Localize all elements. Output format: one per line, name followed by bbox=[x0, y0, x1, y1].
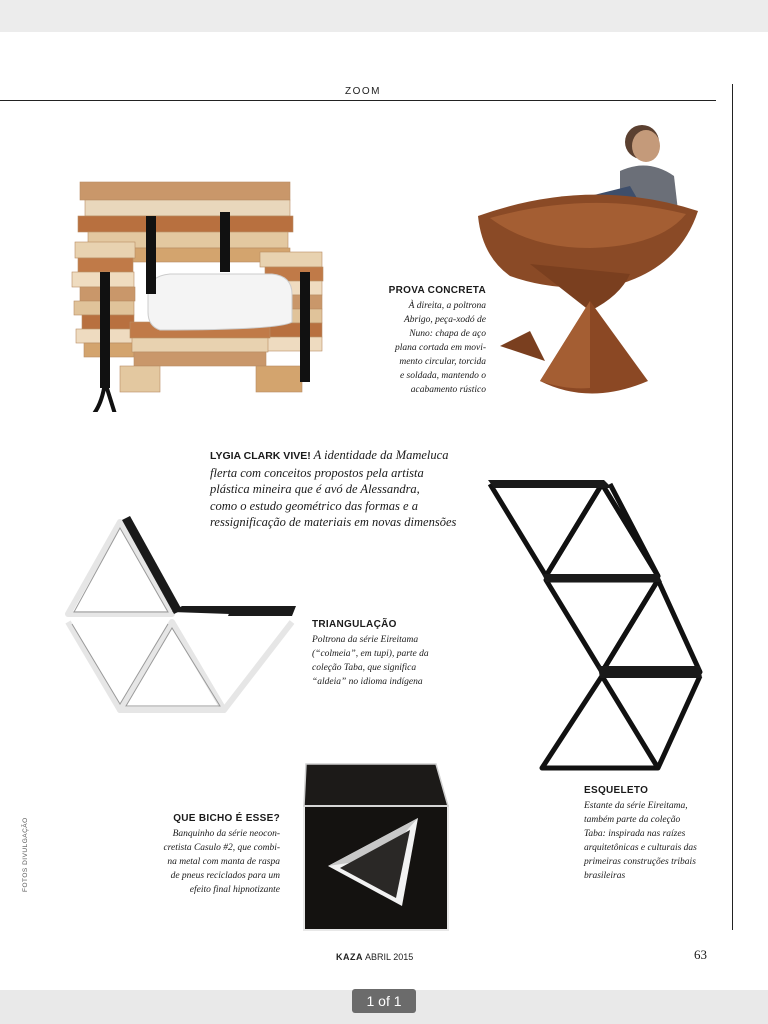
caption-que-bicho bbox=[150, 812, 280, 897]
caption-title: ESQUELETO bbox=[584, 785, 649, 796]
lead-line: plástica mineira que é avó de Alessandra, bbox=[210, 482, 420, 496]
cube-stool-photo bbox=[298, 760, 450, 934]
caption-line: Poltrona da série Eireitama bbox=[312, 635, 419, 645]
photo-credit: FOTOS DIVULGAÇÃO bbox=[22, 817, 29, 892]
caption-line: Taba: inspirada nas raízes bbox=[584, 829, 686, 839]
caption-line: cretista Casulo #2, que combi- bbox=[163, 843, 280, 853]
triangle-armchair-photo bbox=[60, 514, 305, 719]
footer-magazine bbox=[336, 952, 413, 962]
rusty-steel-chair-photo bbox=[470, 116, 710, 406]
caption-line: À direita, a poltrona bbox=[408, 301, 486, 311]
viewer-top-bar bbox=[0, 0, 768, 32]
caption-line: Abrigo, peça-xodó de bbox=[403, 315, 486, 325]
caption-line: plana cortada em movi- bbox=[394, 343, 486, 353]
caption-prova-concreta bbox=[380, 284, 486, 397]
caption-line: Nuno: chapa de aço bbox=[409, 329, 486, 339]
lead-title: LYGIA CLARK VIVE! bbox=[210, 450, 311, 462]
caption-line: de pneus reciclados para um bbox=[170, 871, 280, 881]
caption-title: TRIANGULAÇÃO bbox=[312, 619, 397, 630]
wooden-armchair-photo bbox=[60, 172, 340, 412]
caption-line: mento circular, torcida bbox=[399, 357, 486, 367]
page-number: 63 bbox=[694, 947, 707, 962]
caption-line: também parte da coleção bbox=[584, 815, 681, 825]
magazine-name: KAZA bbox=[336, 952, 363, 962]
caption-esqueleto bbox=[584, 784, 724, 883]
lead-line: ressignificação de materiais em novas dimensões bbox=[210, 515, 457, 529]
caption-triangulacao bbox=[312, 618, 452, 689]
caption-title: PROVA CONCRETA bbox=[388, 285, 486, 296]
section-label: ZOOM bbox=[345, 86, 381, 97]
lead-line: como o estudo geométrico das formas e a bbox=[210, 498, 418, 513]
caption-line: efeito final hipnotizante bbox=[189, 885, 280, 895]
caption-line: (“colmeia”, em tupi), parte da bbox=[312, 649, 429, 659]
caption-title: QUE BICHO É ESSE? bbox=[173, 813, 280, 824]
triangle-shelf-photo bbox=[486, 476, 706, 776]
lead-line: flerta com conceitos propostos pela artista bbox=[210, 465, 424, 480]
caption-line: primeiras construções tribais bbox=[584, 857, 696, 867]
lead-line: A identidade da Mameluca bbox=[313, 448, 449, 462]
caption-line: acabamento rústico bbox=[410, 385, 486, 395]
issue-date: ABRIL 2015 bbox=[365, 952, 414, 962]
page-indicator: 1 of 1 bbox=[352, 989, 416, 1013]
caption-line: Estante da série Eireitama, bbox=[584, 801, 688, 811]
caption-line: “aldeia” no idioma indígena bbox=[312, 677, 423, 687]
caption-line: coleção Taba, que significa bbox=[312, 663, 417, 673]
caption-line: arquitetônicas e culturais das bbox=[584, 843, 697, 853]
caption-line: brasileiras bbox=[584, 871, 626, 881]
header-rule bbox=[0, 100, 716, 101]
caption-line: Banquinho da série neocon- bbox=[172, 829, 280, 839]
magazine-page bbox=[0, 32, 768, 990]
caption-line: na metal com manta de raspa bbox=[167, 857, 280, 867]
right-margin-rule bbox=[732, 84, 733, 930]
caption-line: e soldada, mantendo o bbox=[399, 371, 486, 381]
